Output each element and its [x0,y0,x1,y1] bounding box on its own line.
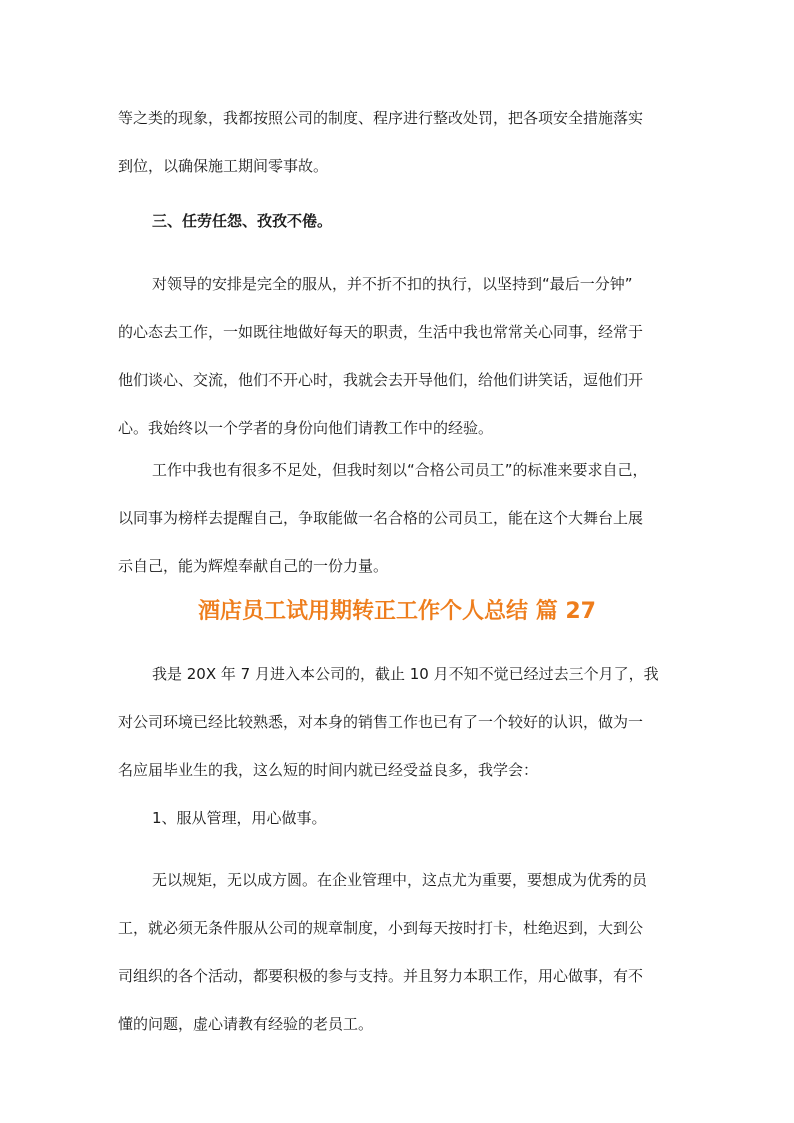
text-line: 等之类的现象，我都按照公司的制度、程序进行整改处罚，把各项安全措施落实 [118,109,644,127]
text-line: 懂的问题，虚心请教有经验的老员工。 [118,1015,374,1033]
paragraph-safety-measures [118,94,678,190]
paragraph-obedience [118,260,678,452]
heading-diligence: 三、任劳任怨、孜孜不倦。 [152,212,333,230]
text-line: 无以规矩，无以成方圆。在企业管理中，这点尤为重要，要想成为优秀的员 [152,871,648,889]
section-title: 酒店员工试用期转正工作个人总结 篇 27 [198,599,596,624]
text-line: 的心态去工作，一如既往地做好每天的职责，生活中我也常常关心同事，经常于 [118,323,644,341]
text-line: 以同事为榜样去提醒自己，争取能做一名合格的公司员工，能在这个大舞台上展 [118,509,644,527]
text-line: 工作中我也有很多不足处，但我时刻以“合格公司员工”的标准来要求自己， [152,461,648,479]
text-line: 名应届毕业生的我，这么短的时间内就已经受益良多，我学会： [118,761,539,779]
text-line: 他们谈心、交流，他们不开心时，我就会去开导他们，给他们讲笑话，逗他们开 [118,371,644,389]
text-line: 示自己，能为辉煌奉献自己的一份力量。 [118,557,389,575]
text-line: 我是 20X 年 7 月进入本公司的，截止 10 月不知不觉已经过去三个月了，我 [152,665,659,683]
text-line: 工，就必须无条件服从公司的规章制度，小到每天按时打卡，杜绝迟到，大到公 [118,919,644,937]
text-line: 司组织的各个活动，都要积极的参与支持。并且努力本职工作，用心做事，有不 [118,967,644,985]
paragraph-introduction [118,650,678,794]
text-line: 对公司环境已经比较熟悉，对本身的销售工作也已有了一个较好的认识，做为一 [118,713,644,731]
text-line: 到位，以确保施工期间零事故。 [118,157,329,175]
paragraph-shortcomings [118,446,678,590]
text-line: 对领导的安排是完全的服从，并不折不扣的执行，以坚持到“最后一分钟” [152,275,633,293]
text-line: 心。我始终以一个学者的身份向他们请教工作中的经验。 [118,419,494,437]
paragraph-rules [118,856,678,1048]
heading-obey-management: 1、服从管理，用心做事。 [152,809,327,827]
